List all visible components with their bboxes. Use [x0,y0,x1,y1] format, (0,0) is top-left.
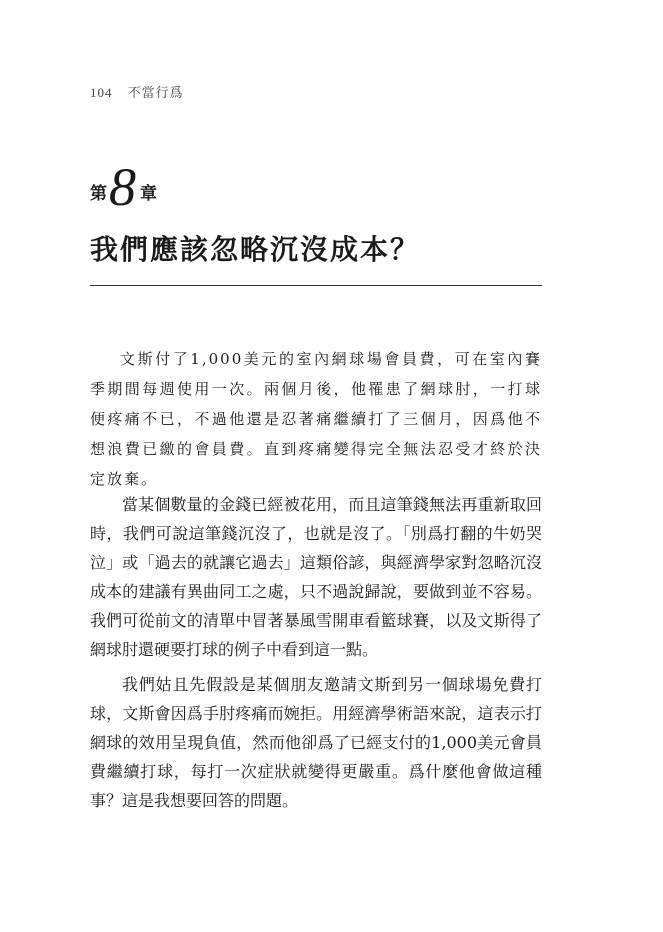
chapter-number: 8 [109,157,136,217]
chapter-prefix: 第 [90,184,107,204]
title-divider [90,285,542,286]
intro-paragraph: 文斯付了1,000美元的室內網球場會員費，可在室內賽季期間每週使用一次。兩個月後，他罹患了網球肘，一打球便疼痛不已，不過他還是忍著痛繼續打了三個月，因爲他不想浪費已繳的會員費。直到疼痛變得完全無法忍受才終於決定放棄。 [90,350,542,488]
chapter-suffix: 章 [140,184,157,204]
running-head [90,82,184,101]
chapter-label [90,154,157,217]
chapter-title: 我們應該忽略沉沒成本？ [90,233,421,266]
page-number: 104 [90,85,113,100]
book-title: 不當行爲 [127,86,184,101]
body-paragraph-2: 我們姑且先假設是某個朋友邀請文斯到另一個球場免費打球，文斯會因爲手肘疼痛而婉拒。用經濟學術語來說，這表示打網球的效用呈現負值，然而他卻爲了已經支付的1,000美元會員費繼續打球，每打一次症狀就變得更嚴重。爲什麼他會做這種事？這是我想要回答的問題。 [90,675,542,810]
body-paragraph-1: 當某個數量的金錢已經被花用，而且這筆錢無法再重新取回時，我們可說這筆錢沉沒了，也就是沒了。「別爲打翻的牛奶哭泣」或「過去的就讓它過去」這類俗諺，與經濟學家對忽略沉沒成本的建議有異曲同工之處，只不過說歸說，要做到並不容易。我們可從前文的清單中冒著暴風雪開車看籃球賽，以及文斯得了網球肘還硬要打球的例子中看到這一點。 [90,495,542,659]
